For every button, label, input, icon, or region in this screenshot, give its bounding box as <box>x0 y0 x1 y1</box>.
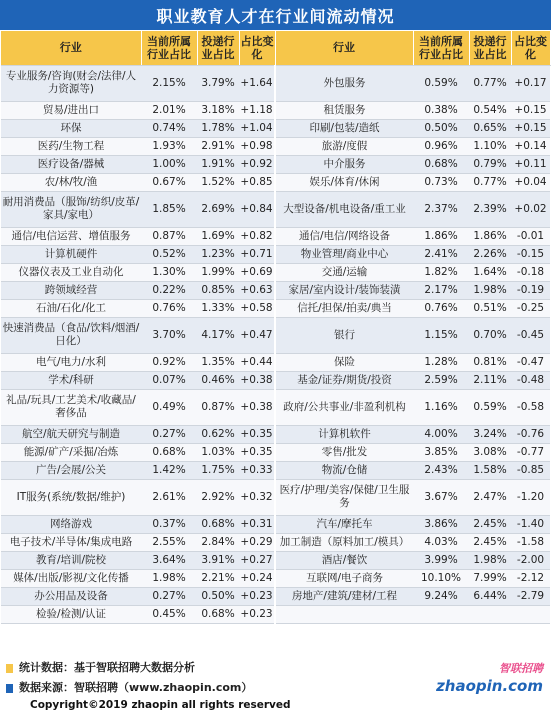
right-expected-share-cell: 0.81% <box>469 353 511 371</box>
left-industry-cell: 媒体/出版/影视/文化传播 <box>1 569 141 587</box>
left-expected-share-cell: 1.23% <box>197 245 239 263</box>
right-expected-share-cell: 0.70% <box>469 317 511 353</box>
right-change-cell: -0.15 <box>511 245 550 263</box>
right-industry-cell <box>275 605 413 623</box>
left-industry-cell: 专业服务/咨询(财会/法律/人力资源等) <box>1 65 141 101</box>
table-row <box>1 353 550 371</box>
left-expected-share-cell: 1.33% <box>197 299 239 317</box>
right-change-cell: +0.15 <box>511 101 550 119</box>
left-expected-share-cell: 0.62% <box>197 425 239 443</box>
table-row <box>1 551 550 569</box>
right-current-share-cell: 0.68% <box>413 155 469 173</box>
left-expected-share-cell: 1.75% <box>197 461 239 479</box>
right-change-cell: -0.77 <box>511 443 550 461</box>
left-change-cell: +0.35 <box>239 443 275 461</box>
right-current-share-cell: 3.86% <box>413 515 469 533</box>
right-current-share-cell: 1.82% <box>413 263 469 281</box>
left-industry-cell: 医药/生物工程 <box>1 137 141 155</box>
left-current-share-cell: 0.07% <box>141 371 197 389</box>
table-row <box>1 281 550 299</box>
left-change-cell: +0.85 <box>239 173 275 191</box>
table-row <box>1 533 550 551</box>
header-change: 占比变化 <box>239 31 275 65</box>
left-change-cell: +0.82 <box>239 227 275 245</box>
right-change-cell: -1.58 <box>511 533 550 551</box>
right-expected-share-cell: 2.45% <box>469 515 511 533</box>
left-change-cell: +0.31 <box>239 515 275 533</box>
left-current-share-cell: 2.61% <box>141 479 197 515</box>
right-current-share-cell: 9.24% <box>413 587 469 605</box>
right-expected-share-cell: 6.44% <box>469 587 511 605</box>
right-industry-cell: 通信/电信/网络设备 <box>275 227 413 245</box>
right-industry-cell: 外包服务 <box>275 65 413 101</box>
left-change-cell: +0.58 <box>239 299 275 317</box>
left-current-share-cell: 0.27% <box>141 425 197 443</box>
right-expected-share-cell: 0.51% <box>469 299 511 317</box>
table-row <box>1 479 550 515</box>
zhaopin-logo <box>436 660 543 695</box>
left-expected-share-cell: 0.87% <box>197 389 239 425</box>
table-row <box>1 443 550 461</box>
right-current-share-cell: 4.03% <box>413 533 469 551</box>
left-industry-cell: 医疗设备/器械 <box>1 155 141 173</box>
header-change-right: 占比变化 <box>511 31 550 65</box>
left-current-share-cell: 0.45% <box>141 605 197 623</box>
table-header-row <box>1 31 550 65</box>
right-change-cell: -0.48 <box>511 371 550 389</box>
right-change-cell: +0.15 <box>511 119 550 137</box>
right-change-cell: -0.18 <box>511 263 550 281</box>
right-current-share-cell: 2.17% <box>413 281 469 299</box>
left-current-share-cell: 0.87% <box>141 227 197 245</box>
right-expected-share-cell: 0.65% <box>469 119 511 137</box>
right-expected-share-cell: 1.98% <box>469 551 511 569</box>
left-industry-cell: 航空/航天研究与制造 <box>1 425 141 443</box>
logo-en: zhaopin.com <box>436 677 543 695</box>
copyright: Copyright©2019 zhaopin all rights reserved <box>30 699 291 711</box>
right-industry-cell: 计算机软件 <box>275 425 413 443</box>
right-change-cell <box>511 605 550 623</box>
table-row <box>1 173 550 191</box>
table-row <box>1 155 550 173</box>
stat-note <box>6 659 195 675</box>
left-expected-share-cell: 2.91% <box>197 137 239 155</box>
source-note <box>6 679 252 695</box>
left-industry-cell: 能源/矿产/采掘/冶炼 <box>1 443 141 461</box>
left-change-cell: +1.64 <box>239 65 275 101</box>
left-change-cell: +0.24 <box>239 569 275 587</box>
table-row <box>1 317 550 353</box>
right-change-cell: +0.14 <box>511 137 550 155</box>
left-industry-cell: 检验/检测/认证 <box>1 605 141 623</box>
left-expected-share-cell: 2.69% <box>197 191 239 227</box>
right-change-cell: +0.11 <box>511 155 550 173</box>
right-industry-cell: 中介服务 <box>275 155 413 173</box>
right-change-cell: +0.04 <box>511 173 550 191</box>
right-industry-cell: 印刷/包装/造纸 <box>275 119 413 137</box>
stat-note-text: 统计数据：基于智联招聘大数据分析 <box>19 661 195 674</box>
right-change-cell: +0.02 <box>511 191 550 227</box>
right-industry-cell: 旅游/度假 <box>275 137 413 155</box>
right-change-cell: -2.79 <box>511 587 550 605</box>
right-change-cell: -0.58 <box>511 389 550 425</box>
right-current-share-cell: 3.99% <box>413 551 469 569</box>
right-expected-share-cell: 3.24% <box>469 425 511 443</box>
left-current-share-cell: 0.37% <box>141 515 197 533</box>
left-expected-share-cell: 0.68% <box>197 515 239 533</box>
right-industry-cell: 娱乐/体育/休闲 <box>275 173 413 191</box>
right-industry-cell: 银行 <box>275 317 413 353</box>
left-current-share-cell: 3.70% <box>141 317 197 353</box>
left-current-share-cell: 2.15% <box>141 65 197 101</box>
right-current-share-cell: 2.43% <box>413 461 469 479</box>
right-expected-share-cell: 3.08% <box>469 443 511 461</box>
left-change-cell: +0.63 <box>239 281 275 299</box>
right-industry-cell: 医疗/护理/美容/保健/卫生服务 <box>275 479 413 515</box>
right-current-share-cell: 0.38% <box>413 101 469 119</box>
right-industry-cell: 家居/室内设计/装饰装潢 <box>275 281 413 299</box>
header-current-share: 当前所属行业占比 <box>141 31 197 65</box>
right-industry-cell: 租赁服务 <box>275 101 413 119</box>
left-current-share-cell: 0.52% <box>141 245 197 263</box>
right-expected-share-cell: 2.11% <box>469 371 511 389</box>
right-change-cell: -0.85 <box>511 461 550 479</box>
left-current-share-cell: 0.92% <box>141 353 197 371</box>
left-change-cell: +0.71 <box>239 245 275 263</box>
left-expected-share-cell: 1.99% <box>197 263 239 281</box>
table-row <box>1 227 550 245</box>
right-current-share-cell: 0.96% <box>413 137 469 155</box>
left-expected-share-cell: 0.46% <box>197 371 239 389</box>
left-change-cell: +0.35 <box>239 425 275 443</box>
right-industry-cell: 加工制造（原料加工/模具） <box>275 533 413 551</box>
right-expected-share-cell: 1.98% <box>469 281 511 299</box>
right-expected-share-cell <box>469 605 511 623</box>
left-change-cell: +0.92 <box>239 155 275 173</box>
left-change-cell: +0.32 <box>239 479 275 515</box>
right-change-cell: -0.47 <box>511 353 550 371</box>
right-industry-cell: 汽车/摩托车 <box>275 515 413 533</box>
industry-flow-table <box>1 31 551 624</box>
left-current-share-cell: 0.74% <box>141 119 197 137</box>
left-industry-cell: 环保 <box>1 119 141 137</box>
left-expected-share-cell: 2.84% <box>197 533 239 551</box>
right-expected-share-cell: 7.99% <box>469 569 511 587</box>
right-industry-cell: 信托/担保/拍卖/典当 <box>275 299 413 317</box>
header-industry: 行业 <box>1 31 141 65</box>
right-expected-share-cell: 0.79% <box>469 155 511 173</box>
right-industry-cell: 物业管理/商业中心 <box>275 245 413 263</box>
right-industry-cell: 基金/证券/期货/投资 <box>275 371 413 389</box>
right-expected-share-cell: 1.10% <box>469 137 511 155</box>
left-industry-cell: 礼品/玩具/工艺美术/收藏品/奢侈品 <box>1 389 141 425</box>
right-industry-cell: 交通/运输 <box>275 263 413 281</box>
left-industry-cell: 网络游戏 <box>1 515 141 533</box>
right-change-cell: -2.12 <box>511 569 550 587</box>
left-change-cell: +0.27 <box>239 551 275 569</box>
right-industry-cell: 大型设备/机电设备/重工业 <box>275 191 413 227</box>
right-change-cell: -2.00 <box>511 551 550 569</box>
left-current-share-cell: 0.49% <box>141 389 197 425</box>
right-current-share-cell: 1.86% <box>413 227 469 245</box>
right-change-cell: -0.76 <box>511 425 550 443</box>
right-industry-cell: 保险 <box>275 353 413 371</box>
right-expected-share-cell: 2.45% <box>469 533 511 551</box>
right-expected-share-cell: 2.47% <box>469 479 511 515</box>
table-row <box>1 569 550 587</box>
source-marker-icon <box>6 684 13 693</box>
right-industry-cell: 互联网/电子商务 <box>275 569 413 587</box>
right-current-share-cell: 0.59% <box>413 65 469 101</box>
table-row <box>1 515 550 533</box>
left-change-cell: +0.47 <box>239 317 275 353</box>
right-change-cell: -0.45 <box>511 317 550 353</box>
left-expected-share-cell: 1.52% <box>197 173 239 191</box>
right-industry-cell: 物流/仓储 <box>275 461 413 479</box>
left-industry-cell: 通信/电信运营、增值服务 <box>1 227 141 245</box>
right-expected-share-cell: 1.64% <box>469 263 511 281</box>
table-row <box>1 119 550 137</box>
left-expected-share-cell: 1.35% <box>197 353 239 371</box>
right-current-share-cell: 4.00% <box>413 425 469 443</box>
left-industry-cell: 电气/电力/水利 <box>1 353 141 371</box>
header-industry-right: 行业 <box>275 31 413 65</box>
left-current-share-cell: 1.93% <box>141 137 197 155</box>
right-expected-share-cell: 1.86% <box>469 227 511 245</box>
left-expected-share-cell: 1.91% <box>197 155 239 173</box>
left-change-cell: +1.04 <box>239 119 275 137</box>
right-expected-share-cell: 0.77% <box>469 65 511 101</box>
left-current-share-cell: 1.85% <box>141 191 197 227</box>
table-row <box>1 137 550 155</box>
left-change-cell: +0.44 <box>239 353 275 371</box>
table-row <box>1 371 550 389</box>
right-current-share-cell: 0.73% <box>413 173 469 191</box>
header-expected-share-right: 投递行业占比 <box>469 31 511 65</box>
table-row <box>1 461 550 479</box>
left-industry-cell: 跨领域经营 <box>1 281 141 299</box>
right-current-share-cell: 10.10% <box>413 569 469 587</box>
right-current-share-cell: 3.85% <box>413 443 469 461</box>
right-current-share-cell: 1.16% <box>413 389 469 425</box>
left-expected-share-cell: 4.17% <box>197 317 239 353</box>
table-row <box>1 245 550 263</box>
right-current-share-cell: 2.41% <box>413 245 469 263</box>
right-expected-share-cell: 2.26% <box>469 245 511 263</box>
right-change-cell: +0.17 <box>511 65 550 101</box>
right-current-share-cell: 2.59% <box>413 371 469 389</box>
left-current-share-cell: 1.00% <box>141 155 197 173</box>
left-industry-cell: 电子技术/半导体/集成电路 <box>1 533 141 551</box>
left-current-share-cell: 1.98% <box>141 569 197 587</box>
right-current-share-cell: 1.15% <box>413 317 469 353</box>
right-change-cell: -0.01 <box>511 227 550 245</box>
left-change-cell: +0.98 <box>239 137 275 155</box>
left-expected-share-cell: 3.91% <box>197 551 239 569</box>
right-current-share-cell: 2.37% <box>413 191 469 227</box>
left-change-cell: +0.38 <box>239 371 275 389</box>
left-expected-share-cell: 3.18% <box>197 101 239 119</box>
left-industry-cell: 学术/科研 <box>1 371 141 389</box>
right-change-cell: -0.19 <box>511 281 550 299</box>
header-current-share-right: 当前所属行业占比 <box>413 31 469 65</box>
right-change-cell: -0.25 <box>511 299 550 317</box>
left-current-share-cell: 0.76% <box>141 299 197 317</box>
right-current-share-cell: 3.67% <box>413 479 469 515</box>
source-note-text: 数据来源：智联招聘（www.zhaopin.com） <box>19 681 253 694</box>
table-row <box>1 263 550 281</box>
table-row <box>1 389 550 425</box>
left-industry-cell: 贸易/进出口 <box>1 101 141 119</box>
left-current-share-cell: 2.55% <box>141 533 197 551</box>
right-industry-cell: 零售/批发 <box>275 443 413 461</box>
right-expected-share-cell: 0.59% <box>469 389 511 425</box>
left-industry-cell: 仪器仪表及工业自动化 <box>1 263 141 281</box>
left-industry-cell: 石油/石化/化工 <box>1 299 141 317</box>
stat-marker-icon <box>6 664 13 673</box>
table-row <box>1 587 550 605</box>
left-industry-cell: IT服务(系统/数据/维护) <box>1 479 141 515</box>
right-expected-share-cell: 2.39% <box>469 191 511 227</box>
logo-cn: 智联招聘 <box>499 662 543 675</box>
left-current-share-cell: 3.64% <box>141 551 197 569</box>
right-expected-share-cell: 0.77% <box>469 173 511 191</box>
left-expected-share-cell: 1.69% <box>197 227 239 245</box>
left-expected-share-cell: 2.21% <box>197 569 239 587</box>
page-title: 职业教育人才在行业间流动情况 <box>0 0 551 30</box>
right-change-cell: -1.40 <box>511 515 550 533</box>
left-change-cell: +0.29 <box>239 533 275 551</box>
right-change-cell: -1.20 <box>511 479 550 515</box>
left-industry-cell: 办公用品及设备 <box>1 587 141 605</box>
left-industry-cell: 农/林/牧/渔 <box>1 173 141 191</box>
right-industry-cell: 房地产/建筑/建材/工程 <box>275 587 413 605</box>
left-industry-cell: 耐用消费品（服饰/纺织/皮革/家具/家电） <box>1 191 141 227</box>
right-industry-cell: 政府/公共事业/非盈利机构 <box>275 389 413 425</box>
table-body <box>1 65 550 623</box>
left-current-share-cell: 0.67% <box>141 173 197 191</box>
left-industry-cell: 计算机硬件 <box>1 245 141 263</box>
left-current-share-cell: 0.22% <box>141 281 197 299</box>
left-expected-share-cell: 0.50% <box>197 587 239 605</box>
left-change-cell: +0.23 <box>239 587 275 605</box>
left-expected-share-cell: 3.79% <box>197 65 239 101</box>
left-change-cell: +1.18 <box>239 101 275 119</box>
left-current-share-cell: 1.42% <box>141 461 197 479</box>
left-change-cell: +0.84 <box>239 191 275 227</box>
left-current-share-cell: 0.27% <box>141 587 197 605</box>
table-row <box>1 101 550 119</box>
right-current-share-cell: 1.28% <box>413 353 469 371</box>
right-expected-share-cell: 1.58% <box>469 461 511 479</box>
table-row <box>1 299 550 317</box>
table-row <box>1 425 550 443</box>
left-expected-share-cell: 0.85% <box>197 281 239 299</box>
right-current-share-cell: 0.76% <box>413 299 469 317</box>
left-industry-cell: 快速消费品（食品/饮料/烟酒/日化） <box>1 317 141 353</box>
right-industry-cell: 酒店/餐饮 <box>275 551 413 569</box>
left-industry-cell: 教育/培训/院校 <box>1 551 141 569</box>
left-current-share-cell: 1.30% <box>141 263 197 281</box>
right-current-share-cell: 0.50% <box>413 119 469 137</box>
left-current-share-cell: 2.01% <box>141 101 197 119</box>
table-row <box>1 191 550 227</box>
table-row <box>1 605 550 623</box>
left-current-share-cell: 0.68% <box>141 443 197 461</box>
left-expected-share-cell: 2.92% <box>197 479 239 515</box>
left-change-cell: +0.23 <box>239 605 275 623</box>
left-expected-share-cell: 1.78% <box>197 119 239 137</box>
table-row <box>1 65 550 101</box>
left-expected-share-cell: 0.68% <box>197 605 239 623</box>
left-change-cell: +0.38 <box>239 389 275 425</box>
left-change-cell: +0.33 <box>239 461 275 479</box>
right-expected-share-cell: 0.54% <box>469 101 511 119</box>
right-current-share-cell <box>413 605 469 623</box>
left-industry-cell: 广告/会展/公关 <box>1 461 141 479</box>
header-expected-share: 投递行业占比 <box>197 31 239 65</box>
left-expected-share-cell: 1.03% <box>197 443 239 461</box>
left-change-cell: +0.69 <box>239 263 275 281</box>
